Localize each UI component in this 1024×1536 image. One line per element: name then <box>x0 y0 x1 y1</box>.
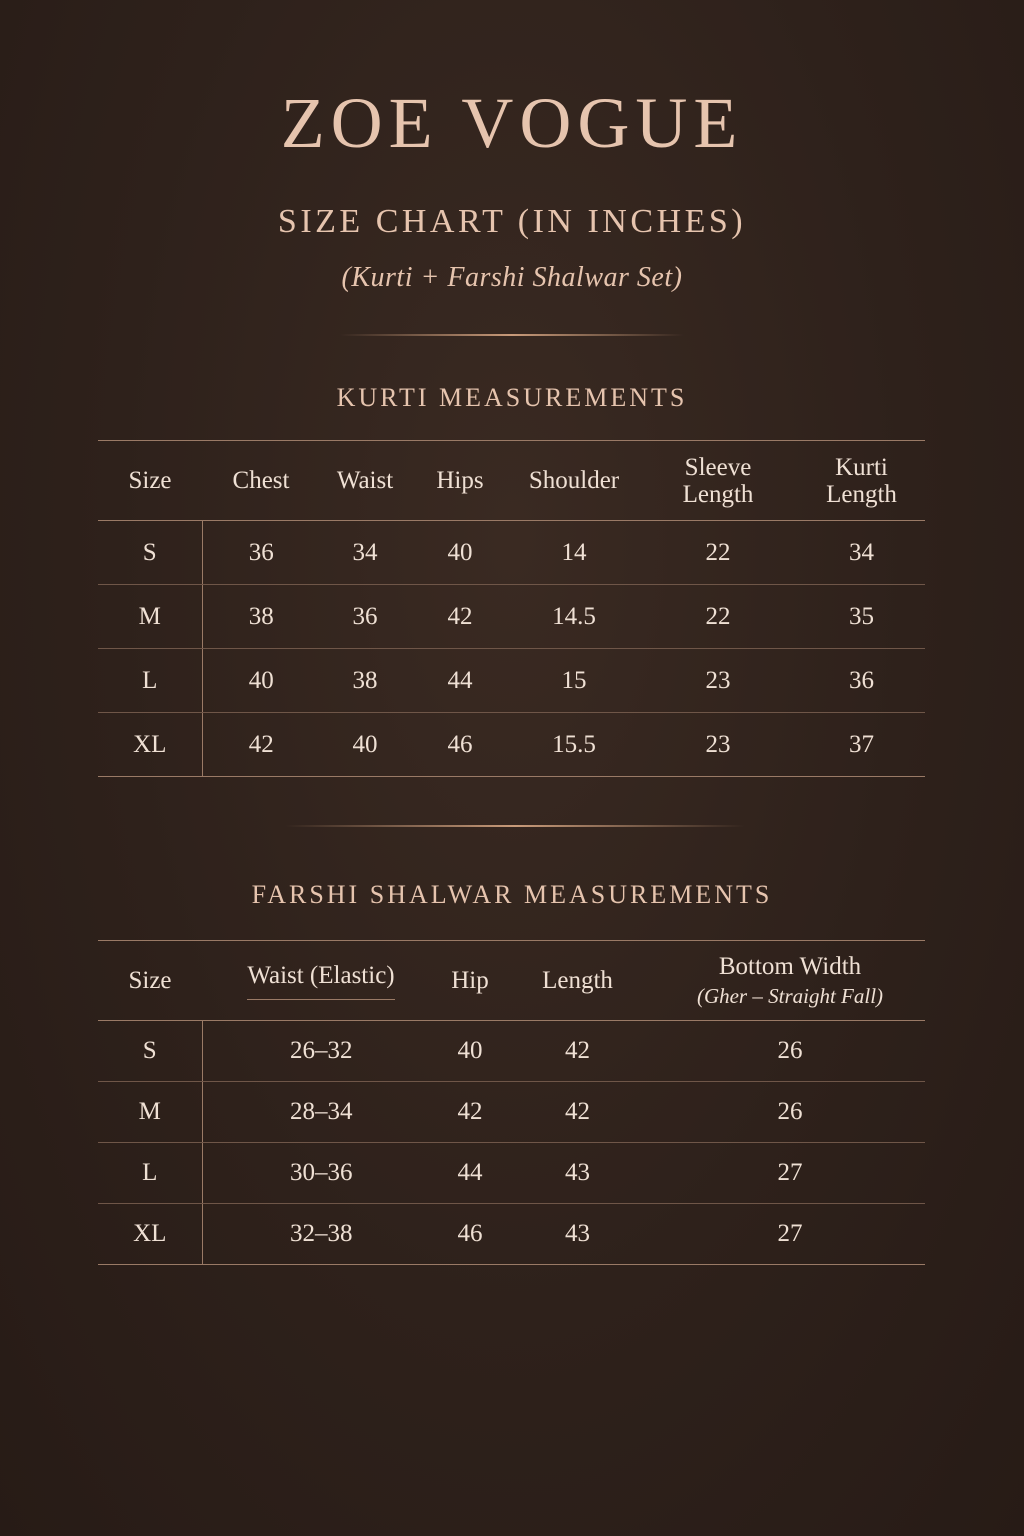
kurti-section-title: KURTI MEASUREMENTS <box>336 383 688 412</box>
table-row <box>98 1204 925 1265</box>
kurti-header-kurti-length <box>798 441 925 521</box>
length-cell: 42 <box>500 1082 655 1143</box>
shoulder-cell: 14 <box>510 521 638 585</box>
kurti-header-chest: Chest <box>202 441 320 521</box>
chest-cell: 38 <box>202 585 320 649</box>
table-row <box>98 1021 925 1082</box>
divider-top <box>340 334 684 336</box>
hip-cell: 42 <box>440 1082 500 1143</box>
sleeve-cell: 22 <box>638 521 798 585</box>
hip-cell: 46 <box>440 1204 500 1265</box>
bottom-width-cell: 27 <box>655 1143 925 1204</box>
size-cell: M <box>98 1082 202 1143</box>
brand-title: ZOE VOGUE <box>280 83 744 163</box>
hips-cell: 46 <box>410 713 510 777</box>
length-cell: 34 <box>798 521 925 585</box>
waist-cell: 30–36 <box>202 1143 440 1204</box>
size-cell: M <box>98 585 202 649</box>
shoulder-cell: 14.5 <box>510 585 638 649</box>
size-cell: S <box>98 1021 202 1082</box>
waist-cell: 26–32 <box>202 1021 440 1082</box>
bottom-width-cell: 26 <box>655 1021 925 1082</box>
kurti-header-row <box>98 441 925 521</box>
kurti-table <box>98 440 925 777</box>
shalwar-header-length: Length <box>500 941 655 1021</box>
hip-cell: 40 <box>440 1021 500 1082</box>
length-cell: 43 <box>500 1204 655 1265</box>
divider-middle <box>285 825 745 827</box>
table-row <box>98 1143 925 1204</box>
size-cell: L <box>98 1143 202 1204</box>
shalwar-header-row <box>98 941 925 1021</box>
kurti-length-header-line-2: Length <box>826 480 897 508</box>
waist-elastic-label: Waist (Elastic) <box>247 962 394 1000</box>
table-row <box>98 1082 925 1143</box>
table-row <box>98 585 925 649</box>
table-row <box>98 521 925 585</box>
shalwar-header-hip: Hip <box>440 941 500 1021</box>
size-cell: XL <box>98 713 202 777</box>
shalwar-header-waist <box>202 941 440 1021</box>
kurti-header-size: Size <box>98 441 202 521</box>
kurti-header-shoulder: Shoulder <box>510 441 638 521</box>
waist-cell: 28–34 <box>202 1082 440 1143</box>
length-cell: 37 <box>798 713 925 777</box>
chest-cell: 42 <box>202 713 320 777</box>
sleeve-cell: 22 <box>638 585 798 649</box>
bottom-width-cell: 26 <box>655 1082 925 1143</box>
bottom-width-cell: 27 <box>655 1204 925 1265</box>
chest-cell: 40 <box>202 649 320 713</box>
size-chart-title: SIZE CHART (IN INCHES) <box>277 203 747 240</box>
bottom-width-label: Bottom Width <box>718 953 862 980</box>
shalwar-header-bottom-width <box>655 941 925 1021</box>
sleeve-cell: 23 <box>638 713 798 777</box>
shalwar-header-size: Size <box>98 941 202 1021</box>
shoulder-cell: 15.5 <box>510 713 638 777</box>
hip-cell: 44 <box>440 1143 500 1204</box>
hips-cell: 42 <box>410 585 510 649</box>
waist-cell: 36 <box>320 585 410 649</box>
waist-cell: 40 <box>320 713 410 777</box>
size-cell: S <box>98 521 202 585</box>
length-cell: 43 <box>500 1143 655 1204</box>
sleeve-header-line-1: Sleeve <box>684 453 752 481</box>
waist-cell: 38 <box>320 649 410 713</box>
size-cell: XL <box>98 1204 202 1265</box>
waist-cell: 32–38 <box>202 1204 440 1265</box>
hips-cell: 44 <box>410 649 510 713</box>
kurti-length-header-line-1: Kurti <box>835 453 888 481</box>
length-cell: 42 <box>500 1021 655 1082</box>
table-row <box>98 713 925 777</box>
kurti-header-hips: Hips <box>410 441 510 521</box>
waist-cell: 34 <box>320 521 410 585</box>
set-label: (Kurti + Farshi Shalwar Set) <box>341 262 683 293</box>
sleeve-cell: 23 <box>638 649 798 713</box>
shoulder-cell: 15 <box>510 649 638 713</box>
shalwar-section-title: FARSHI SHALWAR MEASUREMENTS <box>251 880 773 909</box>
kurti-header-waist: Waist <box>320 441 410 521</box>
chest-cell: 36 <box>202 521 320 585</box>
length-cell: 35 <box>798 585 925 649</box>
size-cell: L <box>98 649 202 713</box>
kurti-header-sleeve-length <box>638 441 798 521</box>
hips-cell: 40 <box>410 521 510 585</box>
table-row <box>98 649 925 713</box>
length-cell: 36 <box>798 649 925 713</box>
bottom-width-note: (Gher – Straight Fall) <box>696 984 884 1008</box>
sleeve-header-line-2: Length <box>682 480 754 508</box>
shalwar-table <box>98 940 925 1265</box>
